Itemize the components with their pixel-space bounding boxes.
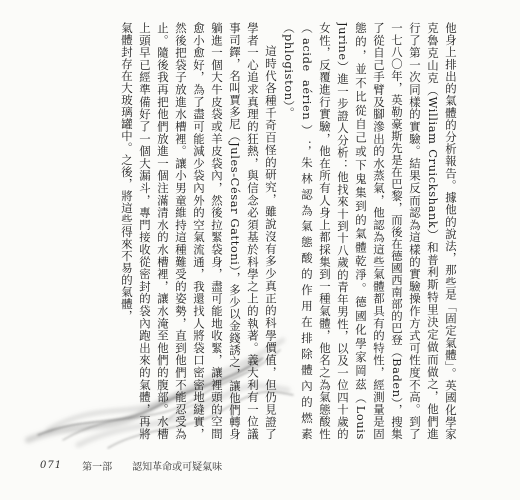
vertical-text-body <box>28 22 460 440</box>
paragraph: 他身上排出的氣體的分析報告。據他的說法，那些是「固定氣體」。英國化學家克魯克山克（William Cruickshank）和普利斯特里決定做而做之，他們進行了第一次同樣的實驗。結果反而認為這樣的實驗操作方式可性度不高。到了一七八〇年，英勒豪斯先是在巴黎，而後在德國西南部的巴登（Baden），搜集了從自己手臂及腳滲出的水蒸氣，他認為這些氣體都具有的特性，經測量是固態的，並不比從自己或下鬼集到的氣體乾淨。德國化學家岡茲（Louis Jurine）進一步證人分析：他找來十到十八歲的青年男性，以及一位四十歲的女性，反覆進行實驗，他在所有人身上都採集到一種氣體，他名之為氣態酸性（acide aérien）；朱林認為氣態酸的作用在排除體內的燃素（phlogiston）。 <box>282 22 458 440</box>
page-footer <box>40 458 222 473</box>
paragraph: 這時代各種千奇百怪的研究，雖說沒有多少真正的科學價值，但仍見證了學者一心追求真理的狂熱，與信念必須基於科學之上的執著。義大利有一位議事司鐸，名叫賈多尼（Jules-César Gattoni），多少以金錢誘之，讓他們轉身躺進一個大牛皮袋或羊皮袋內，然後拉緊袋身，盡可能地收緊，讓裡頭的空間愈小愈好，為了盡可能減少袋內外的空氣流通，我還找人將袋口密密地縫實，然後把袋子放進水槽裡。讓小男童維持這種難受的姿勢，直到他們不能忍受為止。隨後我再把他們放進一個注滿清水的水槽裡，讓水淹至他們的腹部。水槽上頭早已經準備好了一個大漏斗，專門接收從密封的袋內跑出來的氣體，再將氣體封存在大玻璃罐中。之後，將這些得來不易的氣體， <box>120 22 278 440</box>
chapter-title: 認知革命或可疑氣味 <box>132 462 223 473</box>
part-label: 第一部 <box>82 462 113 473</box>
page-number: 071 <box>40 460 63 471</box>
